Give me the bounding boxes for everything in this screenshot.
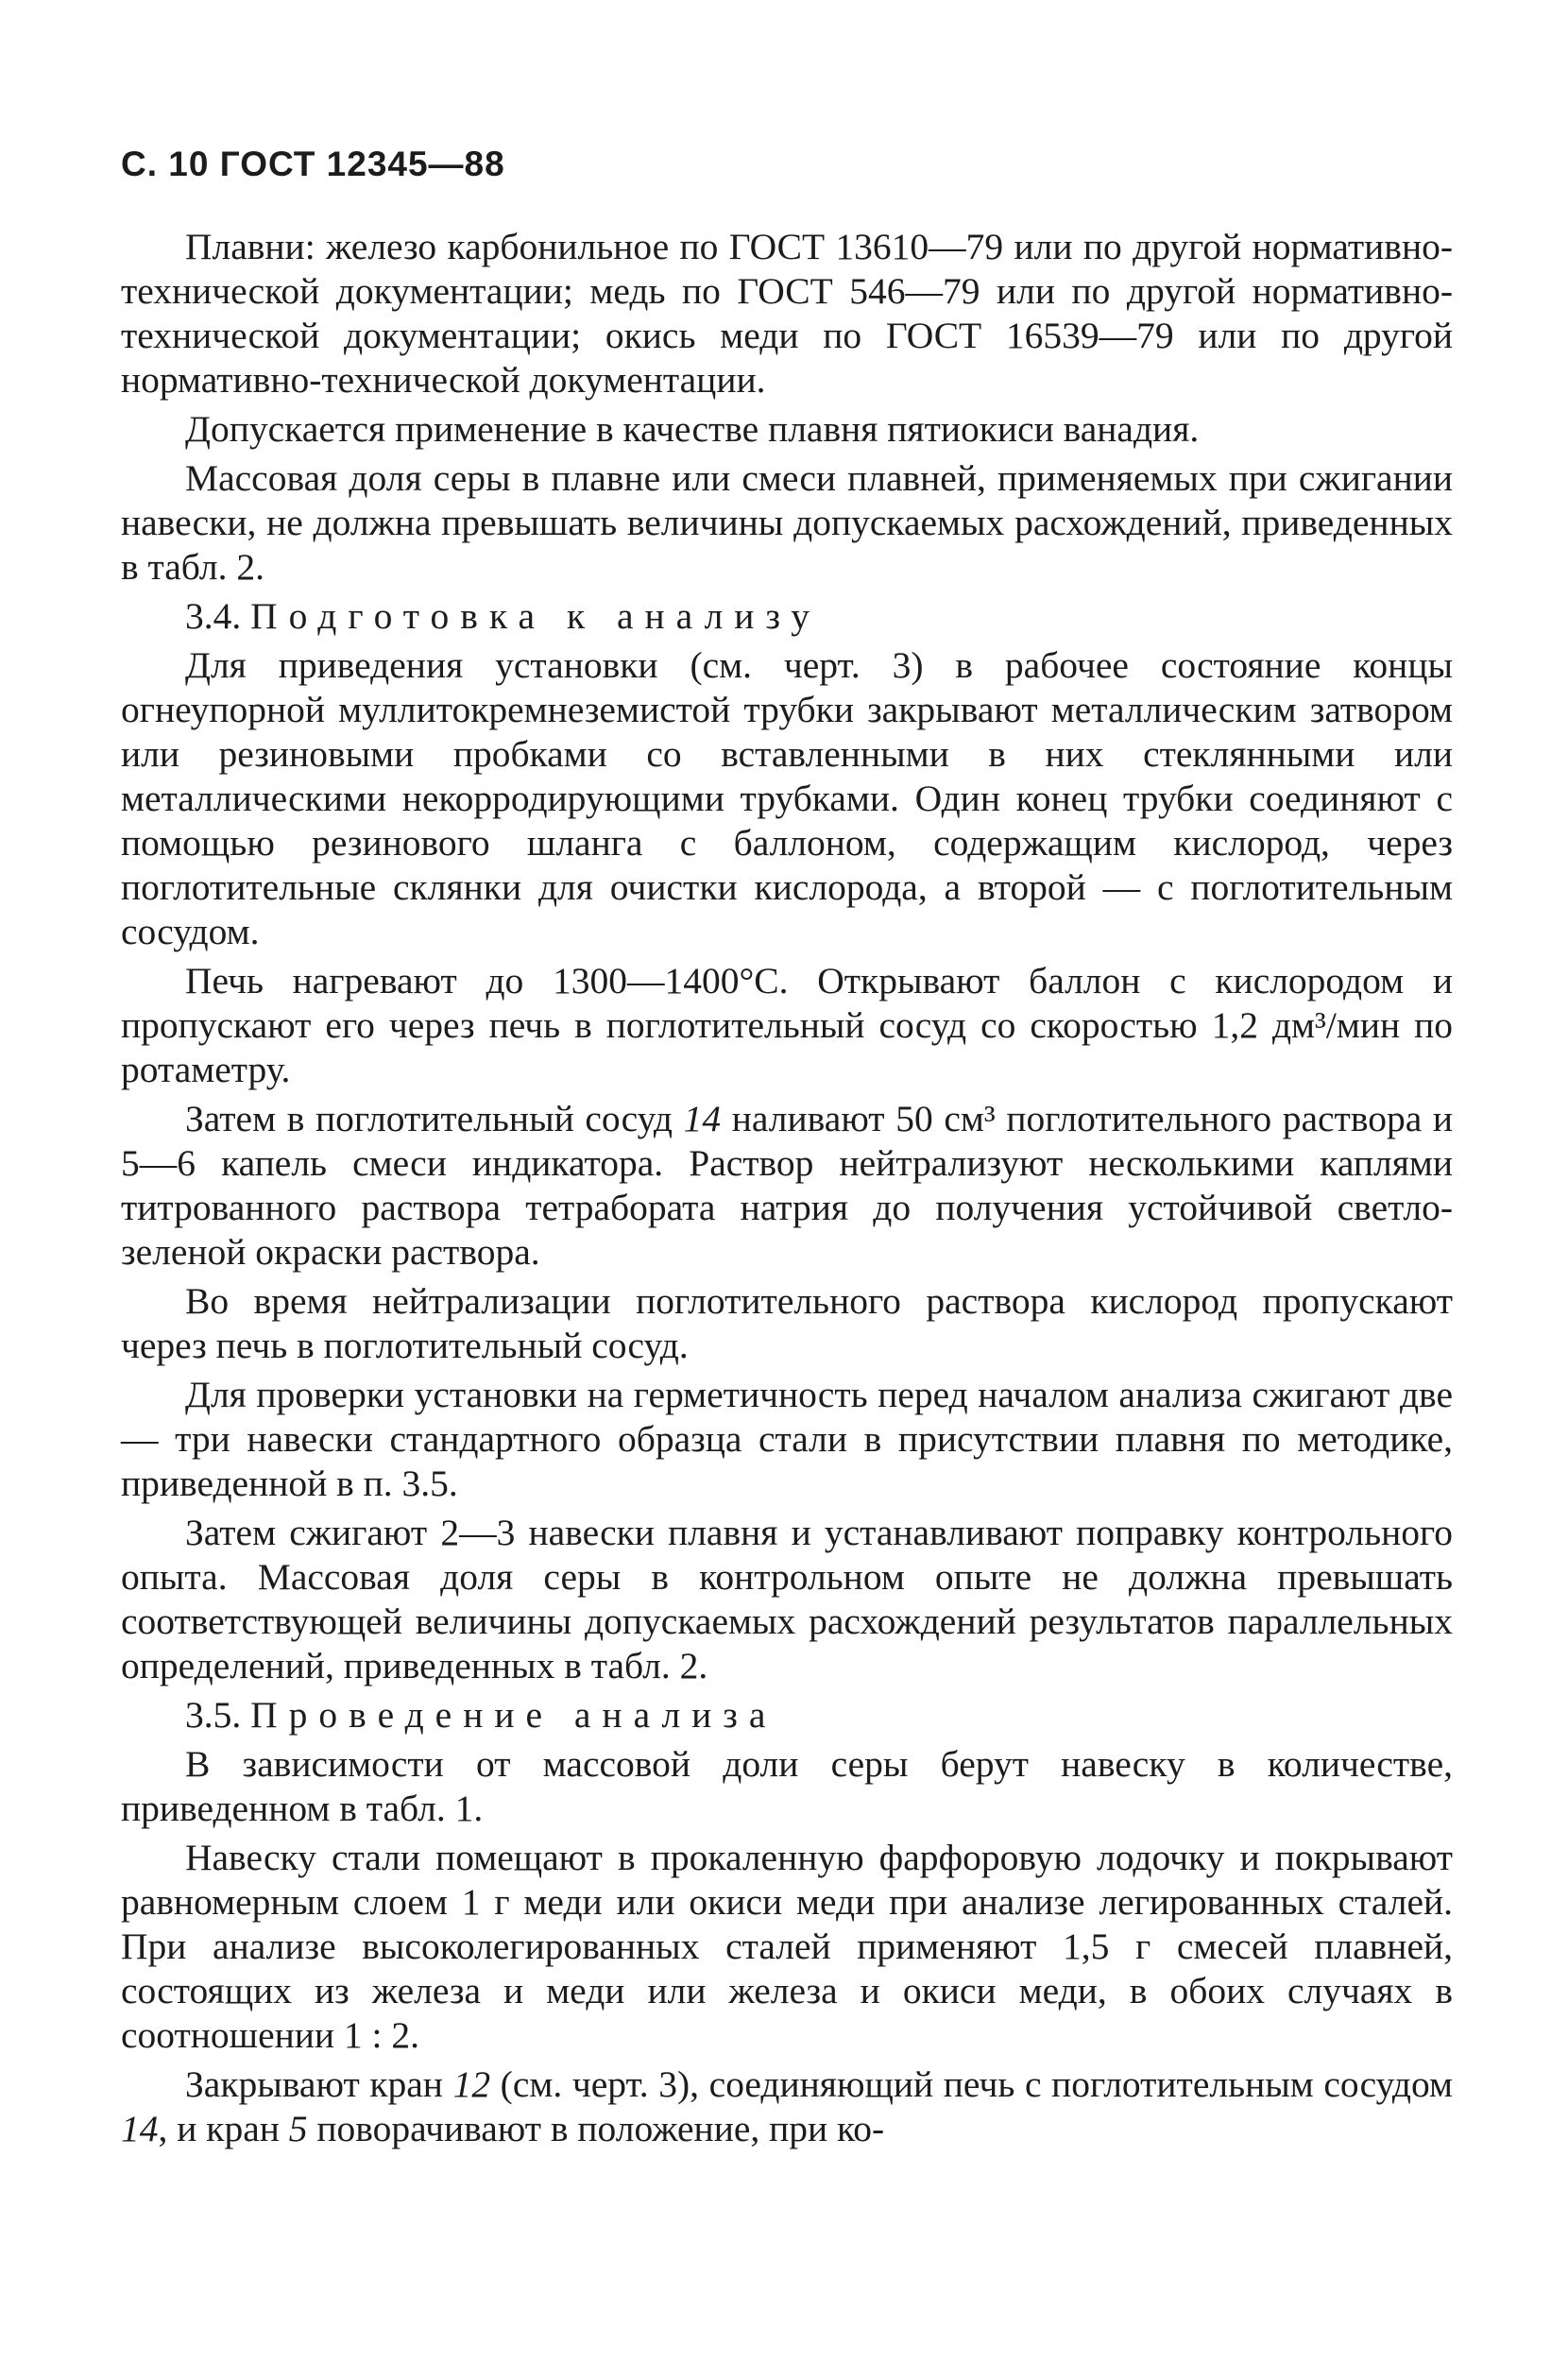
paragraph-fluxes: Плавни: железо карбонильное по ГОСТ 13610—79 или по другой нормативно-технической документации; медь по ГОСТ 546—79 или по другой нормативно-технической документации; окись меди по ГОСТ 16539—79 или по другой нормативно-технической документации. [121,226,1453,401]
paragraph-furnace-heating: Печь нагревают до 1300—1400°С. Открывают баллон с кислородом и пропускают его через печь в поглотительный сосуд со скоростью 1,2 дм³/мин по ротаметру. [121,960,1453,1090]
section-heading-3-5 [121,1693,1453,1737]
paragraph-setup: Для приведения установки (см. черт. 3) в рабочее состояние концы огнеупорной муллитокремнеземистой трубки закрывают металлическим затвором или резиновыми пробками со вставленными в них стеклянными или металлическими некорродирующими трубками. Один конец трубки соединяют с помощью резинового шланга с баллоном, содержащим кислород, через поглотительные склянки для очистки кислорода, а второй — с поглотительным сосудом. [121,644,1453,952]
section-number: 3.5. [185,1694,242,1736]
section-number: 3.4. [185,595,242,637]
paragraph-boat-loading: Навеску стали помещают в прокаленную фарфоровую лодочку и покрывают равномерным слоем 1 г меди или окиси меди при анализе легированных сталей. При анализе высоколегированных сталей применяют 1,5 г смесей плавней, состоящих из железа и меди или железа и окиси меди, в обоих случаях в соотношении 1 : 2. [121,1837,1453,2056]
paragraph-blank-correction: Затем сжигают 2—3 навески плавня и устанавливают поправку контрольного опыта. Массовая доля серы в контрольном опыте не должна превышать соответствующей величины допускаемых расхождений результатов параллельных определений, приведенных в табл. 2. [121,1512,1453,1686]
figure-reference: 12 [452,2063,491,2105]
text-run: , и кран [158,2108,289,2149]
paragraph-valve-closing [121,2062,1453,2151]
paragraph-absorption-solution [121,1097,1453,1275]
text-run: Закрывают кран [185,2063,453,2105]
paragraph-leak-test: Для проверки установки на герметичность перед началом анализа сжигают две — три навески стандартного образца стали в присутствии плавня по методике, приведенной в п. 3.5. [121,1374,1453,1504]
figure-reference: 14 [121,2108,159,2149]
paragraph-sulfur-in-flux: Массовая доля серы в плавне или смеси плавней, применяемых при сжигании навески, не должна превышать величины допускаемых расхождений, приведенных в табл. 2. [121,457,1453,588]
text-run: поворачивают в положение, при ко- [307,2108,885,2149]
running-head: С. 10 ГОСТ 12345—88 [121,145,505,183]
section-title: Подготовка к анализу [250,595,821,637]
paragraph-vanadium: Допускается применение в качестве плавня пятиокиси ванадия. [185,408,1200,450]
document-page [121,142,1453,2156]
text-run: (см. черт. 3), соединяющий печь с поглотительным сосудом [490,2063,1453,2105]
figure-reference: 5 [288,2108,308,2149]
figure-reference: 14 [683,1098,722,1139]
paragraph-neutralization: Во время нейтрализации поглотительного раствора кислород пропускают через печь в поглотительный сосуд. [121,1280,1453,1366]
section-title: Проведение анализа [250,1694,777,1736]
text-run: Затем в поглотительный сосуд [185,1098,684,1139]
section-heading-3-4 [121,594,1453,639]
paragraph-sample-mass: В зависимости от массовой доли серы берут навеску в количестве, приведенном в табл. 1. [121,1743,1453,1829]
text-run: наливают 50 см³ поглотительного раствора и 5—6 капель смеси индикатора. Раствор нейтрализуют несколькими каплями титрованного раствора тетрабората натрия до получения устойчивой светло-зеленой окраски раствора. [121,1098,1453,1273]
